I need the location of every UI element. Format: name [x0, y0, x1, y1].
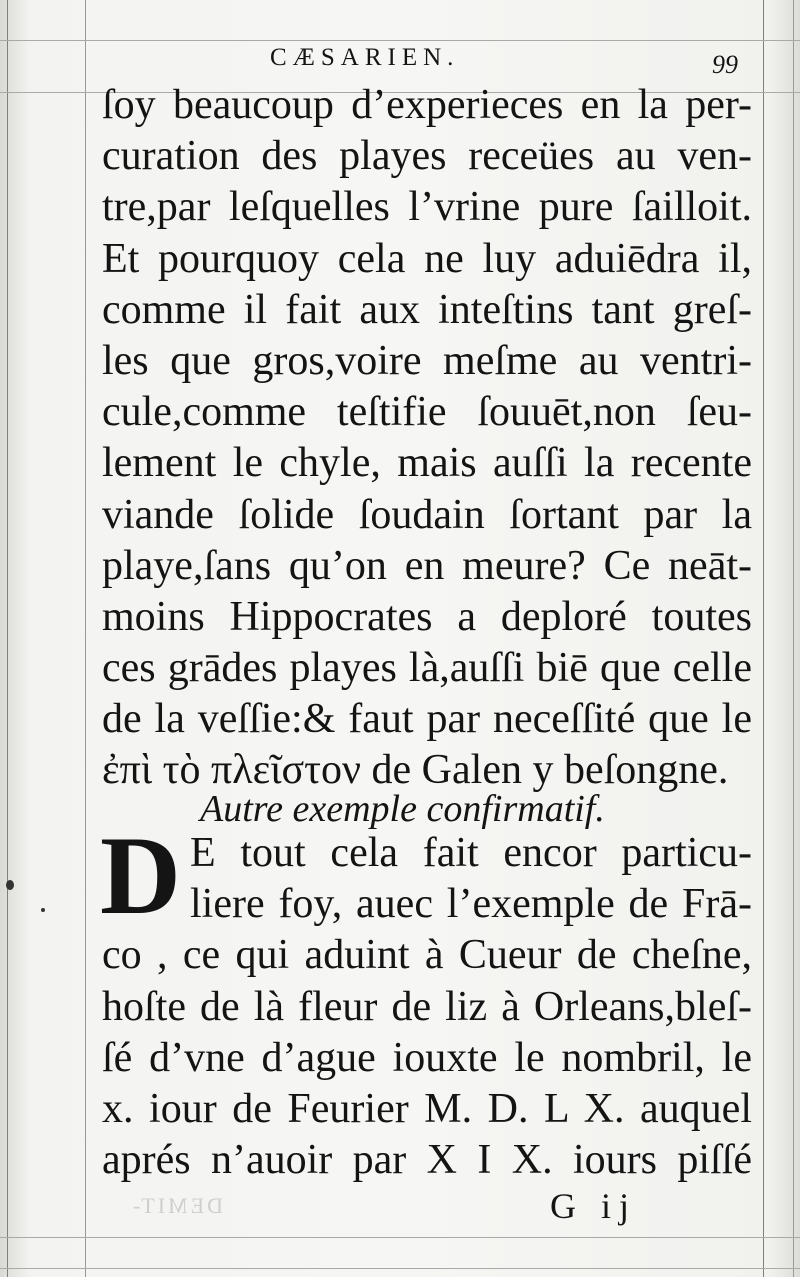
text-line: tre,par leſquelles l’vrine pure ſailloit. [102, 184, 752, 231]
text-line: ſé d’vne d’ague iouxte le nombril, le [102, 1034, 752, 1081]
text-line: les que gros,voire meſme au ventri- [102, 337, 752, 384]
margin-rule-right-outer [793, 0, 794, 1277]
text-line: co , ce qui aduint à Cueur de cheſne, [102, 932, 752, 979]
text-line: liere foy, auec l’exemple de Frā- [190, 881, 752, 928]
text-line: ἐπὶ τὸ πλεῖστον de Galen y beſongne. [102, 747, 729, 794]
text-line: curation des playes receües au ven- [102, 133, 752, 180]
text-line: moins Hippocrates a deploré toutes [102, 593, 752, 640]
text-line: ces grādes playes là,auſſi biē que celle [102, 645, 752, 692]
text-line: ſoy beaucoup d’experieces en la per- [102, 82, 752, 128]
text-line: de la veſſie:& faut par neceſſité que le [102, 696, 752, 743]
section-heading: Autre exemple confirmatif. [200, 788, 605, 830]
text-line: viande ſolide ſoudain ſortant par la [102, 491, 752, 538]
running-head: CÆSARIEN. [270, 44, 460, 71]
text-line: Et pourquoy cela ne luy aduiēdra il, [102, 235, 752, 282]
drop-capital: D [100, 814, 181, 938]
paragraph-2 [100, 814, 752, 1186]
margin-rule-bottom-inner [0, 1237, 800, 1238]
text-line: hoſte de là fleur de liz à Orleans,bleſ- [102, 983, 752, 1030]
text-line: x. iour de Feurier M. D. L X. auquel [102, 1085, 752, 1132]
text-line: cule,comme teſtifie ſouuēt,non ſeu- [102, 389, 752, 436]
margin-rule-right-inner [763, 0, 764, 1277]
margin-rule-bottom-outer [0, 1268, 800, 1269]
text-line: E tout cela fait encor particu- [190, 830, 752, 876]
ink-spot [6, 880, 14, 890]
bleed-through-text: DEMIT- [130, 1193, 223, 1218]
ink-spot [41, 908, 45, 912]
paragraph-1 [102, 80, 752, 797]
page-number: 99 [712, 50, 738, 79]
text-line: lement le chyle, mais auſſi la recente [102, 440, 752, 487]
text-line: aprés n’auoir par X I X. iours piſſé [102, 1137, 752, 1184]
signature-mark: G ij [550, 1186, 638, 1226]
margin-rule-left-outer [7, 0, 8, 1277]
margin-rule-left-inner [85, 0, 86, 1277]
text-line: playe,ſans qu’on en meure? Ce neāt- [102, 542, 752, 589]
margin-rule-top-outer [0, 40, 800, 41]
text-line: comme il fait aux inteſtins tant greſ- [102, 286, 752, 333]
